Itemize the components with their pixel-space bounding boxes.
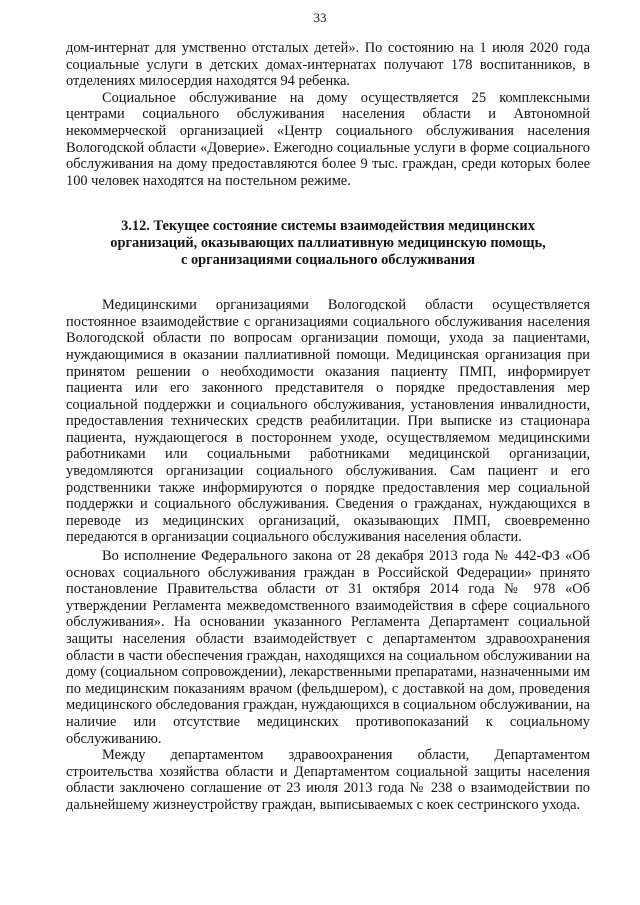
paragraph-home-social-service: Социальное обслуживание на дому осуществляется 25 комплексными центрами социального обслуживания населения области и Автономной некоммерческой организацией «Центр социального обслуживания населения Вологодской области «Доверие». Ежегодно социальные услуги в форме социального обслуживания на дому предоставляются более 9 тыс. граждан, среди которых более 100 человек находятся на постельном режиме. bbox=[66, 89, 590, 189]
section-heading-line-1: 3.12. Текущее состояние системы взаимодействия медицинских bbox=[121, 218, 535, 235]
document-body bbox=[66, 40, 590, 814]
page-number: 33 bbox=[313, 10, 327, 25]
paragraph-interaction: Медицинскими организациями Вологодской области осуществляется постоянное взаимодействие с организациями социального обслуживания населения Вологодской области по вопросам организации помощи, ухода за пациентами, нуждающимися в оказании паллиативной помощи. Медицинская организация при принятом решении о необходимости оказания пациенту ПМП, информирует пациента или его законного представителя о порядке предоставления мер социальной поддержки и социального обслуживания, установления инвалидности, предоставления технических средств реабилитации. При выписке из стационара пациента, нуждающегося в постороннем уходе, осуществляемом медицинскими работниками или социальными работниками медицинской организации, уведомляются организации социального обслуживания. Сам пациент и его родственники также информируются о порядке предоставления мер социальной поддержки и социального обслуживания. Сведения о гражданах, нуждающихся в переводе из медицинских организаций, оказывающих ПМП, своевременно передаются в организации социального обслуживания населения области. bbox=[66, 297, 590, 546]
section-heading bbox=[66, 218, 590, 268]
paragraph-continuation: дом-интернат для умственно отсталых детей». По состоянию на 1 июля 2020 года социальные услуги в детских домах-интернатах получают 178 воспитанников, в отделениях милосердия находятся 94 ребенка. bbox=[66, 40, 590, 90]
section-heading-line-3: с организациями социального обслуживания bbox=[180, 251, 476, 268]
paragraph-agreement: Между департаментом здравоохранения области, Департаментом строительства хозяйства области и Департаментом социальной защиты населения области заключено соглашение от 23 июля 2013 года № 238 о взаимодействии по дальнейшему жизнеустройству граждан, выписываемых с коек сестринского ухода. bbox=[66, 747, 590, 813]
paragraph-federal-law: Во исполнение Федерального закона от 28 декабря 2013 года № 442-ФЗ «Об основах социального обслуживания граждан в Российской Федерации» принято постановление Правительства области от 31 октября 2014 года № 978 «Об утверждении Регламента межведомственного взаимодействия в сфере социального обслуживания». На основании указанного Регламента Департамент социальной защиты населения области взаимодействует с департаментом здравоохранения области в части обеспечения граждан, находящихся на социальном обслуживании на дому (социальном сопровождении), лекарственными препаратами, назначенными им по медицинским показаниям врачом (фельдшером), с доставкой на дом, проведения медицинского обследования граждан, нуждающихся в социальном обслуживании, на наличие или отсутствие медицинских противопоказаний к социальному обслуживанию. bbox=[66, 548, 590, 747]
section-heading-line-2: организаций, оказывающих паллиативную медицинскую помощь, bbox=[110, 234, 546, 251]
